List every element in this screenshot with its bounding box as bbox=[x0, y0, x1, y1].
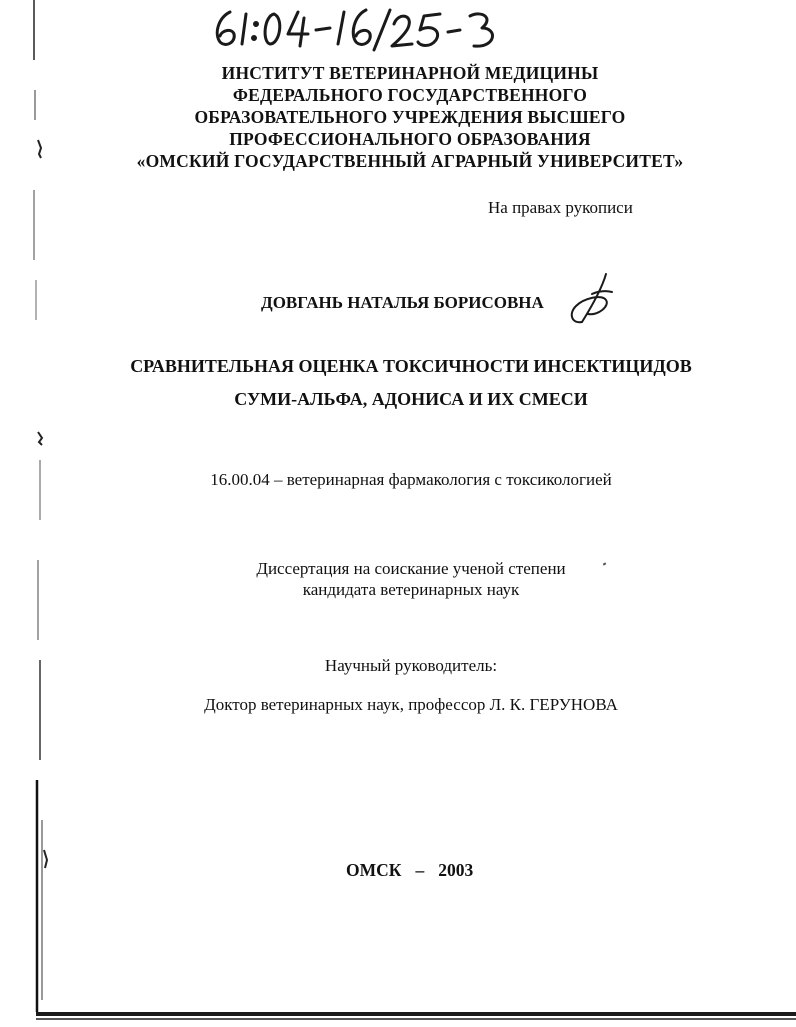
city: ОМСК bbox=[346, 860, 402, 880]
scan-bottom-edge bbox=[36, 1012, 796, 1016]
institution-line-3: ОБРАЗОВАТЕЛЬНОГО УЧРЕЖДЕНИЯ ВЫСШЕГО bbox=[194, 107, 626, 127]
degree-statement bbox=[0, 558, 796, 600]
city-year bbox=[346, 860, 473, 881]
supervisor-label: Научный руководитель: bbox=[324, 656, 498, 675]
handwritten-archive-code bbox=[208, 4, 508, 56]
author-signature bbox=[562, 270, 622, 330]
rights-note: На правах рукописи bbox=[488, 198, 633, 217]
city-year-separator: – bbox=[415, 860, 425, 880]
institution-line-1: ИНСТИТУТ ВЕТЕРИНАРНОЙ МЕДИЦИНЫ bbox=[221, 63, 599, 83]
degree-line-2: кандидата ветеринарных наук bbox=[302, 580, 520, 599]
title-line-1: СРАВНИТЕЛЬНАЯ ОЦЕНКА ТОКСИЧНОСТИ ИНСЕКТИЦИДОВ bbox=[130, 356, 692, 376]
supervisor-name: Доктор ветеринарных наук, профессор Л. К. ГЕРУНОВА bbox=[204, 695, 618, 714]
author-name: ДОВГАНЬ НАТАЛЬЯ БОРИСОВНА bbox=[261, 293, 544, 312]
specialty-code: 16.00.04 – ветеринарная фармакология с токсикологией bbox=[210, 470, 612, 489]
title-line-2: СУМИ-АЛЬФА, АДОНИСА И ИХ СМЕСИ bbox=[234, 389, 588, 409]
institution-header bbox=[0, 62, 796, 172]
institution-line-2: ФЕДЕРАЛЬНОГО ГОСУДАРСТВЕННОГО bbox=[232, 85, 588, 105]
institution-line-5: «ОМСКИЙ ГОСУДАРСТВЕННЫЙ АГРАРНЫЙ УНИВЕРСИТЕТ» bbox=[136, 151, 684, 171]
scan-bottom-edge-shadow bbox=[36, 1018, 796, 1020]
degree-line-1: Диссертация на соискание ученой степени bbox=[256, 559, 566, 578]
year: 2003 bbox=[438, 860, 474, 880]
institution-line-4: ПРОФЕССИОНАЛЬНОГО ОБРАЗОВАНИЯ bbox=[229, 129, 591, 149]
dissertation-title bbox=[0, 350, 796, 416]
